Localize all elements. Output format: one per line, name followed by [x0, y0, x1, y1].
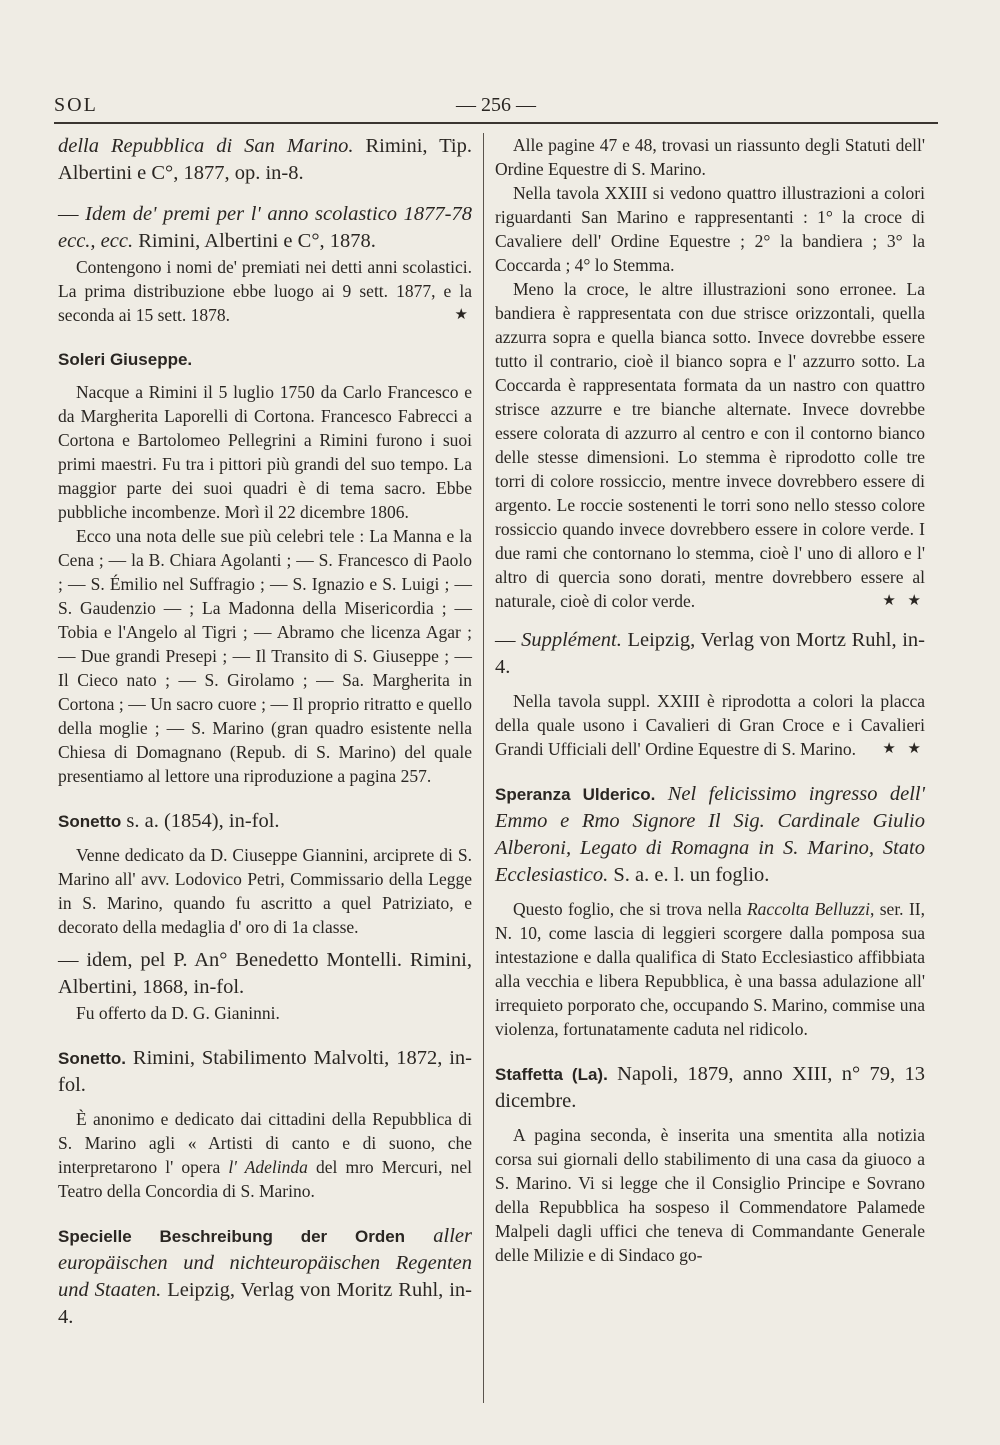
- left-column: [58, 133, 472, 1331]
- entry-title: Nel felicissimo ingresso dell' Emmo e Rmo Signore Il Sig. Cardinale Giulio Alberoni, Legato di Romagna in S. Marino, Stato Ecclesiastico.: [495, 783, 925, 886]
- entry-heading: Speranza Ulderico.: [495, 785, 656, 804]
- soleri-biography: Nacque a Rimini il 5 luglio 1750 da Carlo Francesco e da Margherita Laporelli di Cortona. Francesco Fabrecci a Cortona e Bartolomeo Pellegrini a Rimini furono i suoi primi maestri. Fu tra i pittori più grandi del suo tempo. La maggior parte dei suoi quadri è di tema sacro. Ebbe pubbliche incombenze. Morì il 22 dicembre 1806.: [58, 382, 472, 522]
- collection-title: Raccolta Belluzzi: [746, 899, 870, 919]
- sonetto-1854-note: Venne dedicato da D. Ciuseppe Giannini, arciprete di S. Marino all' avv. Lodovico Petri, Commissario della Legge in S. Marino, quando fu ascritto a quel Patriziato, e decorato della medaglia d' oro di 1a classe.: [58, 845, 472, 937]
- entry-specielle-beschreibung: [58, 1223, 472, 1331]
- staffetta-note: A pagina seconda, è inserita una smentita alla notizia corsa sui giornali dello stabilimento di una casa da giuoco a S. Marino. Vi si legge che il Consiglio Principe e Sovrano della Repubblica ha sospeso il Commendatore Palamede Malpeli dagli uffici che teneva di Commandante Generale delle Milizie e di Sindaco go-: [495, 1125, 925, 1265]
- note-text: È anonimo e dedicato dai cittadini della Repubblica di S. Marino agli « Artisti di canto e di suono, che interpretarono l' opera: [58, 1109, 472, 1177]
- page-number: — 256 —: [456, 94, 536, 116]
- opera-title: l' Adelinda: [228, 1157, 308, 1177]
- entry-imprint: Rimini, Stabilimento Malvolti, 1872, in-fol.: [58, 1047, 472, 1096]
- entry-speranza-ulderico: [495, 781, 925, 889]
- right-column: [495, 133, 925, 1267]
- note-text: Nella tavola suppl. XXIII è riprodotta a colori la placca della quale usono i Cavalieri di Gran Croce e i Cavalieri Grandi Ufficiali dell' Ordine Equestre di S. Marino.: [495, 691, 925, 759]
- entry-imprint: Napoli, 1879, anno XIII, n° 79, 13 dicembre.: [495, 1063, 925, 1112]
- note-text: del mro Mercuri, nel Teatro della Concordia di S. Marino.: [58, 1157, 472, 1201]
- dash: —: [495, 629, 522, 651]
- entry-sonetto-1872: [58, 1045, 472, 1099]
- entry-imprint: Rimini, Tip. Albertini e C°, 1877, op. in-8.: [58, 135, 472, 184]
- tavola-xxiii-note: Nella tavola XXIII si vedono quattro illustrazioni a colori riguardanti San Marino e rappresentanti : 1° la croce di Cavaliere dell' Ordine Equestre ; 2° la bandiera ; 3° la Coccarda ; 4° lo Stemma.: [495, 183, 925, 275]
- entry-imprint: Leipzig, Verlag von Mortz Ruhl, in-4.: [495, 629, 926, 678]
- sonetto-1872-note: [58, 1107, 472, 1203]
- supplement-note: [495, 689, 925, 761]
- entry-title: Idem de' premi per l' anno scolastico 1877-78 ecc., ecc.: [58, 203, 472, 252]
- entry-idem-montelli: — idem, pel P. An° Benedetto Montelli. Rimini, Albertini, 1868, in-fol.: [58, 949, 472, 998]
- entry-imprint: S. a. e. l. un foglio.: [608, 864, 770, 886]
- note-premiati: [58, 255, 472, 327]
- section-label: SOL: [54, 94, 98, 116]
- note-text: Questo foglio, che si trova nella: [513, 899, 747, 919]
- entry-republic-rimini: [58, 133, 472, 187]
- entry-heading: Sonetto.: [58, 1049, 126, 1068]
- note-text: Meno la croce, le altre illustrazioni sono erronee. La bandiera è rappresentata con due strisce orizzontali, quella azzurra sopra e quella bianca sotto. Invece dovrebbe essere tutto il contrario, cioè il bianco sopra e l' azzurro sotto. La Coccarda è rappresentata formata da un nastro con quattro strisce azzurre e tre bianche alternate. Invece dovrebbe essere colorata di azzurro al centro e con il contorno bianco delle stesse dimensioni. Lo stemma è riprodotto colle tre torri di colore rossiccio, mentre invece dovrebbero essere di argento. Le roccie sostenenti le torri sono nello stesso colore rossiccio quando invece dovrebbero essere in colore verde. I due rami che contornano lo stemma, cioè l' uno di alloro e l' altro di quercia sono dorati, mentre dovrebbero essere al naturale, cioè di color verde.: [495, 279, 925, 611]
- entry-title: aller europäischen und nichteuropäischen Regenten und Staaten.: [58, 1225, 472, 1301]
- note-text: , ser. II, N. 10, come lascia di leggieri scorgere dalla pomposa sua intestazione e dalla qualifica di Stato Ecclesiastico affibbiata alla vecchia e libera Repubblica, è una bassa adulazione all' irrequieto porporato che, occupando S. Marino, commise una violenza, fortunatamente caduta nel ridicolo.: [495, 899, 925, 1039]
- entry-sonetto-1854: [58, 808, 472, 835]
- star-mark: ★ ★: [882, 593, 925, 609]
- entry-title: Supplément.: [521, 629, 622, 651]
- dash: —: [58, 203, 86, 225]
- entry-idem-premi: [58, 201, 472, 255]
- statuti-note: Alle pagine 47 e 48, trovasi un riassunto degli Statuti dell' Ordine Equestre di S. Marino.: [495, 135, 925, 179]
- running-head: [54, 92, 938, 124]
- soleri-works-list: Ecco una nota delle sue più celebri tele : La Manna e la Cena ; — la B. Chiara Agolanti ; — S. Francesco di Paolo ; — S. Émilio nel Suffragio ; — S. Ignazio e S. Luigi ; — S. Gaudenzio — ; La Madonna della Misericordia ; — Tobia e l'Angelo al Tigri ; — Abramo che licenza Agar ; — Due grandi Presepi ; — Il Transito di S. Giuseppe ; — Il Cieco nato ; — S. Girolamo ; — Sa. Margherita in Cortona ; — Un sacro cuore ; — Il proprio ritratto e quello della moglie ; — S. Marino (gran quadro esistente nella Chiesa di Domagnano (Repub. di S. Marino) del quale presentiamo al lettore una riproduzione a pagina 257.: [58, 526, 472, 786]
- speranza-note: [495, 897, 925, 1041]
- montelli-note: Fu offerto da D. G. Gianinni.: [76, 1003, 280, 1023]
- column-divider: [483, 133, 484, 1403]
- entry-heading: Soleri Giuseppe.: [58, 350, 193, 369]
- entry-imprint: Leipzig, Verlag von Moritz Ruhl, in-4.: [58, 1279, 472, 1328]
- entry-heading: Specielle Beschreibung der Orden: [58, 1227, 406, 1246]
- entry-heading: Sonetto: [58, 812, 122, 831]
- entry-heading: Staffetta (La).: [495, 1065, 608, 1084]
- illustrazioni-erronee: [495, 277, 925, 613]
- star-mark: ★: [454, 307, 472, 323]
- entry-staffetta: [495, 1061, 925, 1115]
- star-mark: ★ ★: [882, 741, 925, 757]
- note-text: Contengono i nomi de' premiati nei detti anni scolastici. La prima distribuzione ebbe luogo ai 9 sett. 1877, e la seconda ai 15 sett. 1878.: [58, 257, 472, 325]
- entry-supplement: [495, 627, 925, 681]
- entry-imprint: s. a. (1854), in-fol.: [121, 810, 280, 832]
- entry-title: della Repubblica di San Marino.: [58, 135, 354, 157]
- entry-imprint: Rimini, Albertini e C°, 1878.: [133, 230, 376, 252]
- entry-soleri-heading: [58, 347, 472, 372]
